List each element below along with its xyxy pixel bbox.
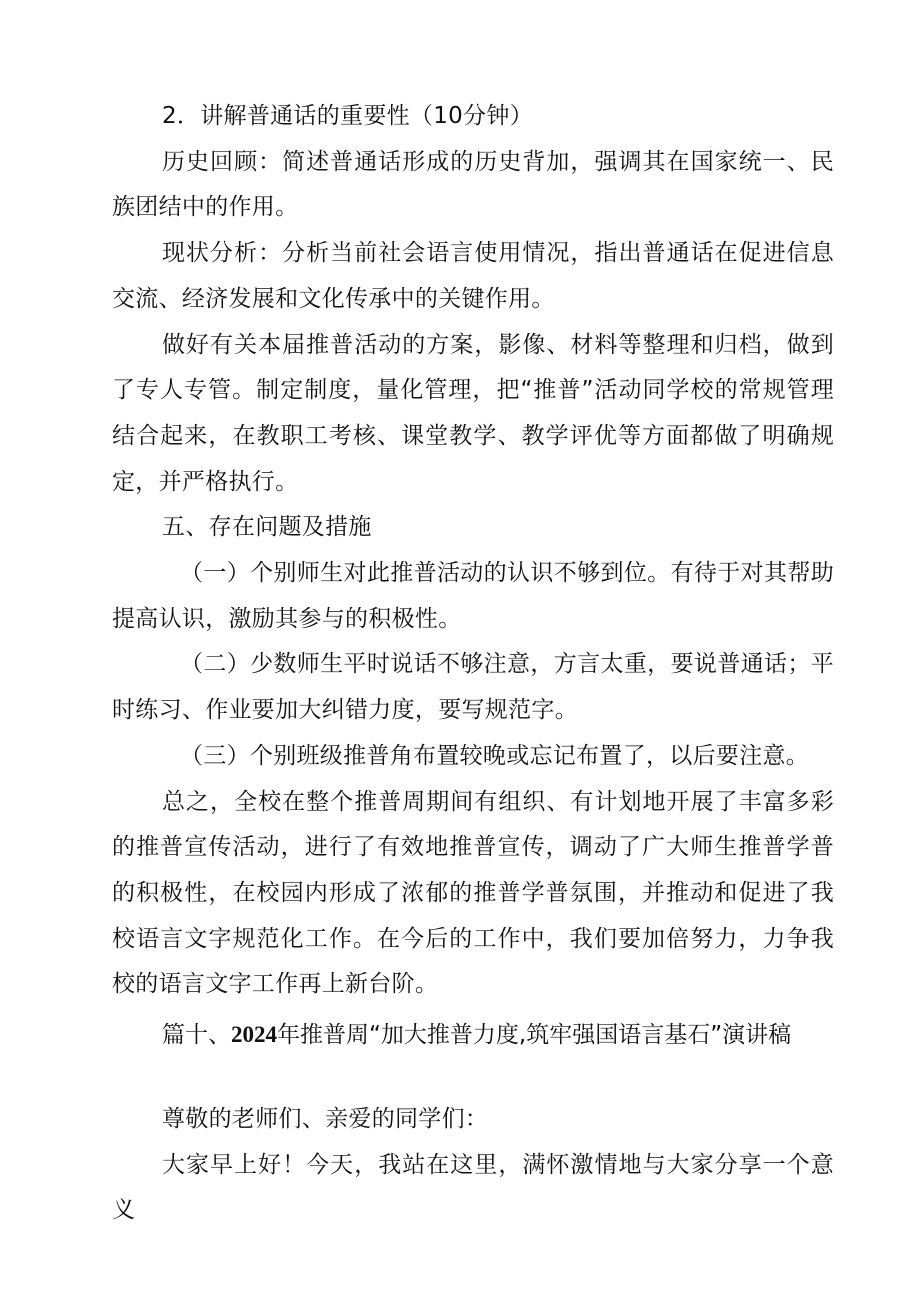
speech-title-prefix: 篇十、 — [162, 1022, 231, 1048]
speech-title-year: 2024 — [231, 1022, 277, 1047]
problem-item-1: （一）个别师生对此推普活动的认识不够到位。有待于对其帮助提高认识，激励其参与的积极性。 — [112, 560, 834, 632]
speech-opening: 大家早上好！今天，我站在这里，满怀激情地与大家分享一个意义 — [112, 1151, 834, 1224]
section-heading-problems: 五、存在问题及措施 — [162, 514, 372, 541]
body-text-upper — [112, 94, 834, 1008]
problem-item-2: （二）少数师生平时说话不够注意，方言太重，要说普通话；平时练习、作业要加大纠错力度，要写规范字。 — [112, 651, 834, 724]
paragraph-status-analysis: 现状分析：分析当前社会语言使用情况，指出普通话在促进信息交流、经济发展和文化传承中的关键作用。 — [112, 240, 834, 312]
paragraph-archive-management: 做好有关本届推普活动的方案，影像、材料等整理和归档，做到了专人专管。制定制度，量化管理，把“推普”活动同学校的常规管理结合起来，在教职工考核、课堂教学、教学评优等方面都做了明确规定，并严格执行。 — [112, 331, 834, 495]
section-heading-importance: 2．讲解普通话的重要性（10分钟） — [162, 103, 533, 129]
speech-title-rest: 年推普周“加大推普力度,筑牢强国语言基石”演讲稿 — [277, 1022, 792, 1048]
paragraph-summary: 总之，全校在整个推普周期间有组织、有计划地开展了丰富多彩的推普宣传活动，进行了有效地推普宣传，调动了广大师生推普学普的积极性，在校园内形成了浓郁的推普学普氛围，并推动和促进了我校语言文字规范化工作。在今后的工作中，我们要加倍努力，力争我校的语言文字工作再上新台阶。 — [112, 788, 834, 998]
paragraph-history-review: 历史回顾：简述普通话形成的历史背加，强调其在国家统一、民族团结中的作用。 — [112, 148, 834, 221]
speech-salutation: 尊敬的老师们、亲爱的同学们： — [162, 1106, 489, 1132]
body-text-lower — [112, 1097, 834, 1234]
speech-title — [162, 1012, 862, 1058]
problem-item-3: （三）个别班级推普角布置较晚或忘记布置了，以后要注意。 — [180, 742, 810, 769]
